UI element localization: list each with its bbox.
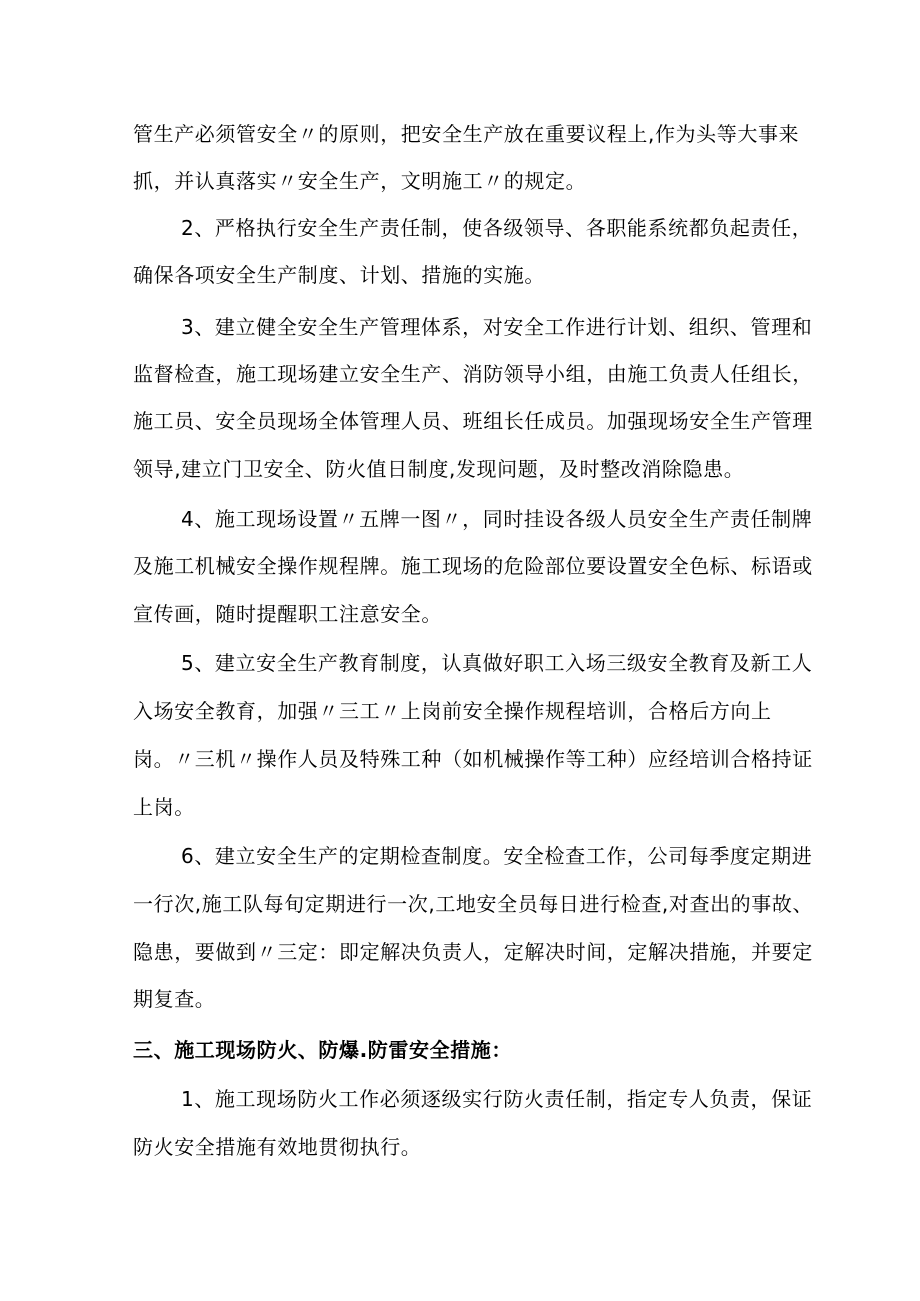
text-line: 5、建立安全生产教育制度，认真做好职工入场三级安全教育及新工人: [181, 651, 813, 675]
text-line: 领导,建立门卫安全、防火值日制度,发现问题，及时整改消除隐患。: [133, 457, 745, 481]
text-line: 宣传画，随时提醒职工注意安全。: [133, 602, 442, 626]
text-line: 上岗。: [133, 795, 195, 819]
text-line: 4、施工现场设置〃五牌一图〃，同时挂设各级人员安全生产责任制牌: [181, 507, 813, 531]
text-line: 确保各项安全生产制度、计划、措施的实施。: [133, 263, 545, 287]
text-line: 期复查。: [133, 987, 216, 1011]
text-line: 监督检查，施工现场建立安全生产、消防领导小组，由施工负责人任组长，: [133, 362, 813, 386]
text-line: 2、严格执行安全生产责任制，使各级领导、各职能系统都负起责任，: [181, 216, 813, 240]
text-line: 一行次,施工队每旬定期进行一次,工地安全员每日进行检查,对查出的事故、: [133, 892, 814, 916]
text-line: 6、建立安全生产的定期检查制度。安全检查工作，公司每季度定期进: [181, 844, 813, 868]
text-line: 3、建立健全安全生产管理体系，对安全工作进行计划、组织、管理和: [181, 315, 813, 339]
text-line: 及施工机械安全操作规程牌。施工现场的危险部位要设置安全色标、标语或: [133, 554, 813, 578]
text-line: 隐患，要做到〃三定：即定解决负责人，定解决时间，定解决措施，并要定: [133, 940, 813, 964]
text-line: 1、施工现场防火工作必须逐级实行防火责任制，指定专人负责，保证: [181, 1087, 813, 1111]
text-line: 防火安全措施有效地贯彻执行。: [133, 1135, 422, 1159]
text-line: 施工员、安全员现场全体管理人员、班组长任成员。加强现场安全生产管理: [133, 409, 813, 433]
text-line: 入场安全教育，加强〃三工〃上岗前安全操作规程培训，合格后方向上: [133, 699, 772, 723]
text-line: 管生产必须管安全〃的原则，把安全生产放在重要议程上,作为头等大事来: [133, 122, 800, 146]
section-heading: 三、施工现场防火、防爆.防雷安全措施：: [133, 1038, 512, 1062]
text-line: 岗。〃三机〃操作人员及特殊工种（如机械操作等工种）应经培训合格持证: [133, 747, 813, 771]
text-line: 抓，并认真落实〃安全生产，文明施工〃的规定。: [133, 169, 587, 193]
